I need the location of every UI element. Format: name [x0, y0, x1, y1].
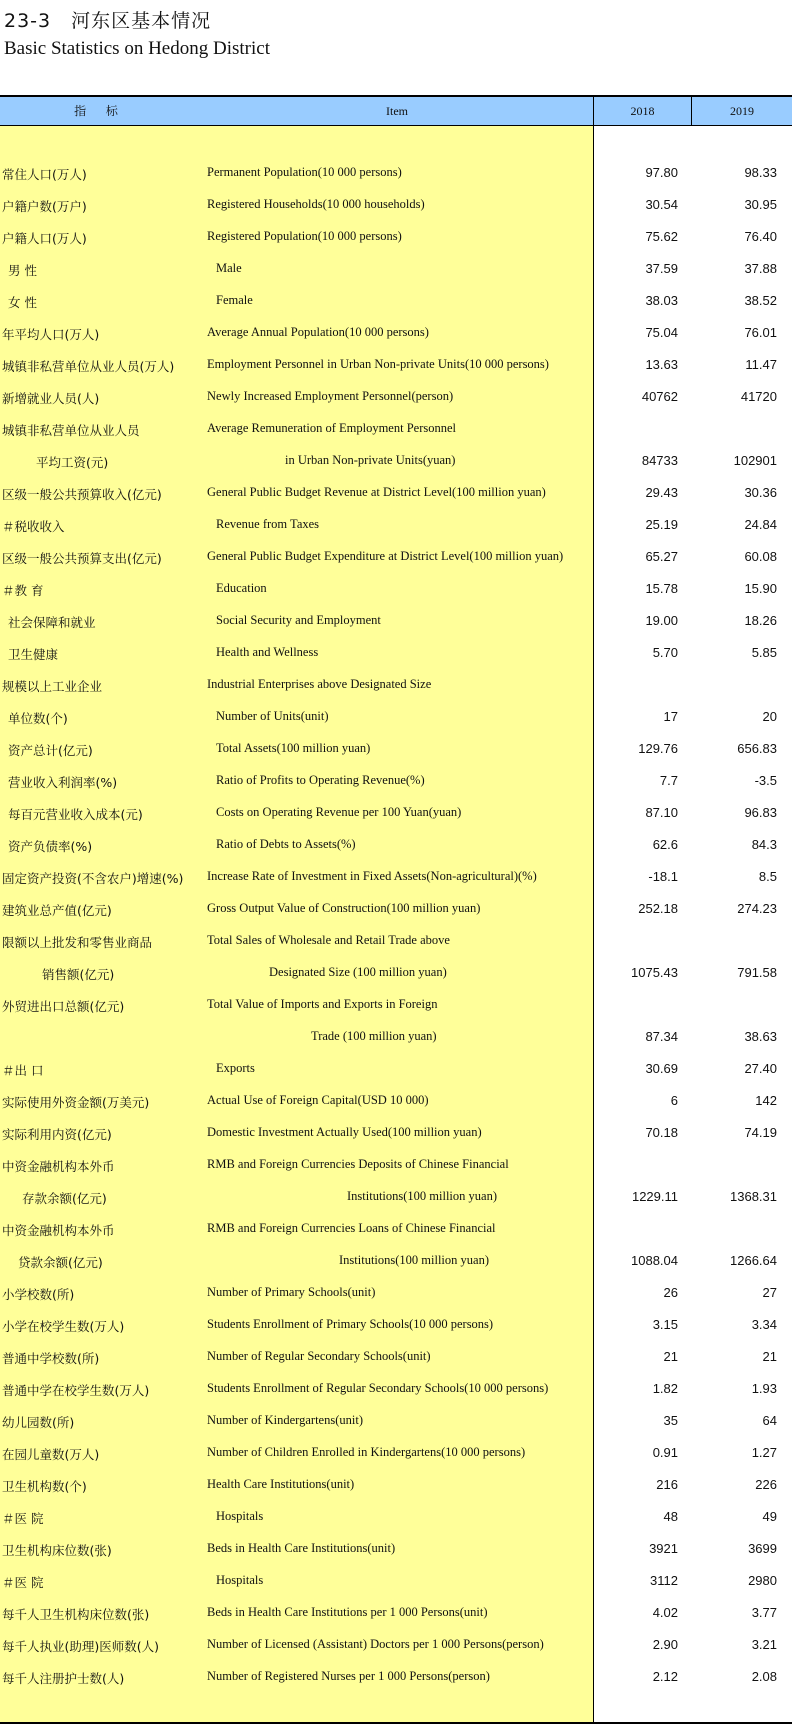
value-2018-cell: 17	[663, 709, 678, 724]
value-2018-cell: 65.27	[645, 549, 678, 564]
item-cell: Total Value of Imports and Exports in Foreign	[207, 997, 438, 1011]
value-2019-cell: 1.93	[751, 1381, 777, 1396]
indicator-cell: 单位数(个)	[8, 711, 68, 726]
item-cell: Health Care Institutions(unit)	[207, 1477, 355, 1491]
table-row	[0, 1117, 792, 1149]
table-row	[0, 317, 792, 349]
indicator-cell: 城镇非私营单位从业人员	[2, 423, 140, 438]
table-row	[0, 189, 792, 221]
value-2019-cell: 8.5	[758, 869, 777, 884]
value-2019-cell: 20	[762, 709, 777, 724]
value-2019-cell: 41720	[740, 389, 777, 404]
value-2018-cell: 87.10	[645, 805, 678, 820]
value-2019-cell: 38.52	[744, 293, 777, 308]
item-cell: Female	[216, 293, 253, 307]
table-row	[0, 701, 792, 733]
table-row	[0, 1213, 792, 1245]
indicator-cell: 男 性	[8, 263, 37, 278]
value-2018-cell: 7.7	[659, 773, 678, 788]
item-cell: Exports	[216, 1061, 255, 1075]
item-cell: Number of Units(unit)	[216, 709, 329, 723]
item-cell: Institutions(100 million yuan)	[339, 1253, 489, 1267]
value-2019-cell: 76.01	[744, 325, 777, 340]
table-title-chinese: 23-3 河东区基本情况	[4, 10, 212, 32]
item-cell: Gross Output Value of Construction(100 million yuan)	[207, 901, 481, 915]
table-row	[0, 893, 792, 925]
table-row	[0, 925, 792, 957]
value-2018-cell: 30.69	[645, 1061, 678, 1076]
value-2018-cell: 26	[663, 1285, 678, 1300]
indicator-cell: ＃出 口	[2, 1063, 44, 1078]
indicator-cell: 小学校数(所)	[2, 1287, 75, 1302]
table-row	[0, 1437, 792, 1469]
value-2018-cell: 13.63	[645, 357, 678, 372]
item-cell: Beds in Health Care Institutions(unit)	[207, 1541, 396, 1555]
value-2018-cell: 30.54	[645, 197, 678, 212]
table-row	[0, 1181, 792, 1213]
item-cell: Ratio of Profits to Operating Revenue(%)	[216, 773, 425, 787]
value-2019-cell: 30.95	[744, 197, 777, 212]
item-cell: Hospitals	[216, 1573, 264, 1587]
indicator-cell: 户籍户数(万户)	[2, 199, 87, 214]
value-2019-cell: 102901	[733, 453, 777, 468]
value-2019-cell: 1.27	[751, 1445, 777, 1460]
item-cell: Number of Regular Secondary Schools(unit)	[207, 1349, 431, 1363]
table-row	[0, 1405, 792, 1437]
table-row	[0, 1245, 792, 1277]
value-2018-cell: 25.19	[645, 517, 678, 532]
value-2018-cell: 1.82	[652, 1381, 678, 1396]
table-row	[0, 253, 792, 285]
indicator-cell: 在园儿童数(万人)	[2, 1447, 100, 1462]
value-2019-cell: -3.5	[754, 773, 777, 788]
indicator-cell: ＃税收收入	[2, 519, 65, 534]
table-title-english: Basic Statistics on Hedong District	[4, 38, 270, 59]
value-2018-cell: 0.91	[652, 1445, 678, 1460]
value-2018-cell: 62.6	[652, 837, 678, 852]
item-cell: Male	[216, 261, 242, 275]
value-2019-cell: 60.08	[744, 549, 777, 564]
item-cell: Hospitals	[216, 1509, 264, 1523]
indicator-cell: 普通中学校数(所)	[2, 1351, 100, 1366]
indicator-cell: 户籍人口(万人)	[2, 231, 87, 246]
table-row	[0, 957, 792, 989]
table-row	[0, 1661, 792, 1693]
value-2019-cell: 2.08	[751, 1669, 777, 1684]
value-2019-cell: 656.83	[737, 741, 777, 756]
indicator-cell: 每千人执业(助理)医师数(人)	[2, 1639, 160, 1654]
table-header	[0, 97, 792, 125]
value-2019-cell: 64	[762, 1413, 777, 1428]
value-2019-cell: 3.34	[751, 1317, 777, 1332]
indicator-cell: 社会保障和就业	[8, 615, 96, 630]
table-row	[0, 573, 792, 605]
item-cell: Trade (100 million yuan)	[311, 1029, 437, 1043]
indicator-cell: 建筑业总产值(亿元)	[2, 903, 112, 918]
indicator-cell: 每百元营业收入成本(元)	[8, 807, 143, 822]
value-2019-cell: 1266.64	[730, 1253, 777, 1268]
indicator-cell: 贷款余额(亿元)	[18, 1255, 103, 1270]
value-2018-cell: 252.18	[638, 901, 678, 916]
value-2019-cell: 76.40	[744, 229, 777, 244]
item-cell: Number of Children Enrolled in Kindergartens(10 000 persons)	[207, 1445, 526, 1459]
item-cell: Designated Size (100 million yuan)	[269, 965, 447, 979]
value-2019-cell: 15.90	[744, 581, 777, 596]
item-cell: Ratio of Debts to Assets(%)	[216, 837, 356, 851]
value-2018-cell: 129.76	[638, 741, 678, 756]
item-cell: Permanent Population(10 000 persons)	[207, 165, 402, 179]
value-2019-cell: 18.26	[744, 613, 777, 628]
value-2018-cell: 2.12	[652, 1669, 678, 1684]
indicator-cell: 资产负债率(%)	[8, 839, 93, 854]
value-2019-cell: 1368.31	[730, 1189, 777, 1204]
table-row	[0, 1341, 792, 1373]
item-cell: Revenue from Taxes	[216, 517, 320, 531]
value-2019-cell: 27	[762, 1285, 777, 1300]
table-row	[0, 861, 792, 893]
value-2018-cell: 37.59	[645, 261, 678, 276]
table-row	[0, 221, 792, 253]
header-underline	[0, 125, 792, 126]
header-year-2019: 2019	[730, 104, 754, 118]
value-2018-cell: 97.80	[645, 165, 678, 180]
table-row	[0, 1053, 792, 1085]
indicator-cell: ＃医 院	[2, 1575, 44, 1590]
value-2019-cell: 142	[755, 1093, 777, 1108]
indicator-cell: 实际利用内资(亿元)	[2, 1127, 112, 1142]
value-2018-cell: 70.18	[645, 1125, 678, 1140]
indicator-cell: 新增就业人员(人)	[2, 391, 100, 406]
value-2018-cell: 1229.11	[631, 1189, 678, 1204]
item-cell: RMB and Foreign Currencies Deposits of Chinese Financial	[207, 1157, 509, 1171]
indicator-cell: 固定资产投资(不含农户)增速(%)	[2, 871, 184, 886]
value-2018-cell: 3921	[649, 1541, 678, 1556]
table-row	[0, 797, 792, 829]
item-cell: Registered Households(10 000 households)	[207, 197, 425, 211]
item-cell: Registered Population(10 000 persons)	[207, 229, 402, 243]
value-2019-cell: 3.21	[751, 1637, 777, 1652]
item-cell: Newly Increased Employment Personnel(person)	[207, 389, 454, 403]
indicator-cell: 常住人口(万人)	[2, 167, 87, 182]
item-cell: Beds in Health Care Institutions per 1 000 Persons(unit)	[207, 1605, 488, 1619]
value-2018-cell: 35	[663, 1413, 678, 1428]
value-2019-cell: 21	[762, 1349, 777, 1364]
table-row	[0, 381, 792, 413]
table-row	[0, 765, 792, 797]
indicator-cell: 限额以上批发和零售业商品	[2, 935, 153, 950]
item-cell: Number of Kindergartens(unit)	[207, 1413, 363, 1427]
table-row	[0, 989, 792, 1021]
value-2018-cell: 87.34	[645, 1029, 678, 1044]
item-cell: Number of Licensed (Assistant) Doctors per 1 000 Persons(person)	[207, 1637, 544, 1651]
item-cell: Employment Personnel in Urban Non-private Units(10 000 persons)	[207, 357, 549, 371]
indicator-cell: 卫生机构床位数(张)	[2, 1543, 112, 1558]
indicator-cell: 年平均人口(万人)	[2, 327, 100, 342]
table-row	[0, 1085, 792, 1117]
value-2019-cell: 3.77	[751, 1605, 777, 1620]
value-2018-cell: 3112	[650, 1573, 678, 1588]
table-row	[0, 1629, 792, 1661]
table-row	[0, 1149, 792, 1181]
value-2019-cell: 274.23	[737, 901, 777, 916]
value-2019-cell: 11.47	[745, 357, 777, 372]
table-row	[0, 1533, 792, 1565]
indicator-cell: 区级一般公共预算支出(亿元)	[2, 551, 162, 566]
table-row	[0, 1469, 792, 1501]
item-cell: Total Sales of Wholesale and Retail Trade above	[207, 933, 450, 947]
value-2018-cell: 216	[656, 1477, 678, 1492]
header-item: Item	[386, 104, 408, 118]
indicator-cell: ＃医 院	[2, 1511, 44, 1526]
value-2019-cell: 27.40	[744, 1061, 777, 1076]
indicator-cell: 销售额(亿元)	[42, 967, 115, 982]
value-2018-cell: 2.90	[652, 1637, 678, 1652]
value-2018-cell: 3.15	[652, 1317, 678, 1332]
header-year-2018: 2018	[630, 104, 655, 118]
indicator-cell: 营业收入利润率(%)	[8, 775, 118, 790]
table-row	[0, 509, 792, 541]
header-indicator: 指 标	[74, 104, 126, 118]
item-cell: in Urban Non-private Units(yuan)	[285, 453, 456, 467]
table-row	[0, 733, 792, 765]
table-row	[0, 669, 792, 701]
value-2018-cell: 1088.04	[631, 1253, 678, 1268]
value-2018-cell: 21	[663, 1349, 678, 1364]
indicator-cell: 每千人注册护士数(人)	[2, 1671, 125, 1686]
value-2018-cell: 40762	[641, 389, 678, 404]
value-2019-cell: 74.19	[744, 1125, 777, 1140]
table-row	[0, 1309, 792, 1341]
indicator-cell: 外贸进出口总额(亿元)	[2, 999, 125, 1014]
table-row	[0, 1373, 792, 1405]
value-2019-cell: 24.84	[744, 517, 777, 532]
table-row	[0, 445, 792, 477]
indicator-cell: ＃教 育	[2, 583, 44, 598]
item-cell: General Public Budget Expenditure at District Level(100 million yuan)	[207, 549, 564, 563]
item-cell: Actual Use of Foreign Capital(USD 10 000)	[207, 1093, 429, 1107]
value-2018-cell: 1075.43	[631, 965, 678, 980]
item-cell: RMB and Foreign Currencies Loans of Chinese Financial	[207, 1221, 496, 1235]
value-2019-cell: 37.88	[744, 261, 777, 276]
value-2019-cell: 84.3	[751, 837, 777, 852]
table-row	[0, 285, 792, 317]
indicator-cell: 小学在校学生数(万人)	[2, 1319, 125, 1334]
table-row	[0, 349, 792, 381]
indicator-cell: 幼儿园数(所)	[2, 1415, 75, 1430]
table-body	[0, 157, 792, 1693]
value-2018-cell: 75.04	[645, 325, 678, 340]
value-2019-cell: 226	[755, 1477, 777, 1492]
column-divider-years	[691, 97, 692, 125]
item-cell: Average Annual Population(10 000 persons)	[207, 325, 429, 339]
value-2018-cell: 29.43	[645, 485, 678, 500]
table-row	[0, 1565, 792, 1597]
item-cell: Institutions(100 million yuan)	[347, 1189, 497, 1203]
value-2019-cell: 2980	[748, 1573, 777, 1588]
table-row	[0, 1021, 792, 1053]
item-cell: Costs on Operating Revenue per 100 Yuan(yuan)	[216, 805, 462, 819]
item-cell: Increase Rate of Investment in Fixed Assets(Non-agricultural)(%)	[207, 869, 537, 883]
indicator-cell: 每千人卫生机构床位数(张)	[2, 1607, 150, 1622]
table-row	[0, 1277, 792, 1309]
indicator-cell: 城镇非私营单位从业人员(万人)	[2, 359, 175, 374]
indicator-cell: 卫生机构数(个)	[2, 1479, 87, 1494]
indicator-cell: 女 性	[8, 295, 37, 310]
value-2018-cell: 48	[663, 1509, 678, 1524]
value-2018-cell: 15.78	[645, 581, 678, 596]
table-bottom-rule	[0, 1722, 792, 1724]
value-2019-cell: 30.36	[744, 485, 777, 500]
table-row	[0, 413, 792, 445]
value-2019-cell: 98.33	[744, 165, 777, 180]
table-row	[0, 637, 792, 669]
indicator-cell: 规模以上工业企业	[2, 679, 103, 694]
table-row	[0, 829, 792, 861]
item-cell: Total Assets(100 million yuan)	[216, 741, 371, 755]
value-2019-cell: 5.85	[751, 645, 777, 660]
indicator-cell: 中资金融机构本外币	[2, 1223, 115, 1238]
item-cell: Industrial Enterprises above Designated Size	[207, 677, 432, 691]
table-row	[0, 1501, 792, 1533]
item-cell: Students Enrollment of Regular Secondary Schools(10 000 persons)	[207, 1381, 549, 1395]
item-cell: Domestic Investment Actually Used(100 million yuan)	[207, 1125, 482, 1139]
table-row	[0, 541, 792, 573]
item-cell: Social Security and Employment	[216, 613, 381, 627]
value-2019-cell: 96.83	[744, 805, 777, 820]
item-cell: Health and Wellness	[216, 645, 319, 659]
item-cell: Number of Registered Nurses per 1 000 Persons(person)	[207, 1669, 490, 1683]
value-2018-cell: -18.1	[648, 869, 678, 884]
item-cell: Education	[216, 581, 267, 595]
value-2019-cell: 38.63	[744, 1029, 777, 1044]
item-cell: Number of Primary Schools(unit)	[207, 1285, 376, 1299]
indicator-cell: 平均工资(元)	[36, 455, 109, 470]
value-2018-cell: 84733	[641, 453, 678, 468]
table-row	[0, 157, 792, 189]
value-2018-cell: 19.00	[645, 613, 678, 628]
item-cell: General Public Budget Revenue at District Level(100 million yuan)	[207, 485, 546, 499]
indicator-cell: 卫生健康	[8, 647, 59, 662]
indicator-cell: 资产总计(亿元)	[8, 743, 93, 758]
value-2018-cell: 75.62	[645, 229, 678, 244]
value-2019-cell: 3699	[748, 1541, 777, 1556]
value-2018-cell: 5.70	[652, 645, 678, 660]
indicator-cell: 存款余额(亿元)	[22, 1191, 107, 1206]
value-2019-cell: 791.58	[737, 965, 777, 980]
table-row	[0, 1597, 792, 1629]
value-2018-cell: 38.03	[645, 293, 678, 308]
item-cell: Average Remuneration of Employment Personnel	[207, 421, 457, 435]
value-2019-cell: 49	[762, 1509, 777, 1524]
indicator-cell: 实际使用外资金额(万美元)	[2, 1095, 150, 1110]
item-cell: Students Enrollment of Primary Schools(10 000 persons)	[207, 1317, 494, 1331]
table-row	[0, 477, 792, 509]
table-row	[0, 605, 792, 637]
indicator-cell: 普通中学在校学生数(万人)	[2, 1383, 150, 1398]
value-2018-cell: 6	[670, 1093, 678, 1108]
indicator-cell: 中资金融机构本外币	[2, 1159, 115, 1174]
indicator-cell: 区级一般公共预算收入(亿元)	[2, 487, 162, 502]
value-2018-cell: 4.02	[652, 1605, 678, 1620]
